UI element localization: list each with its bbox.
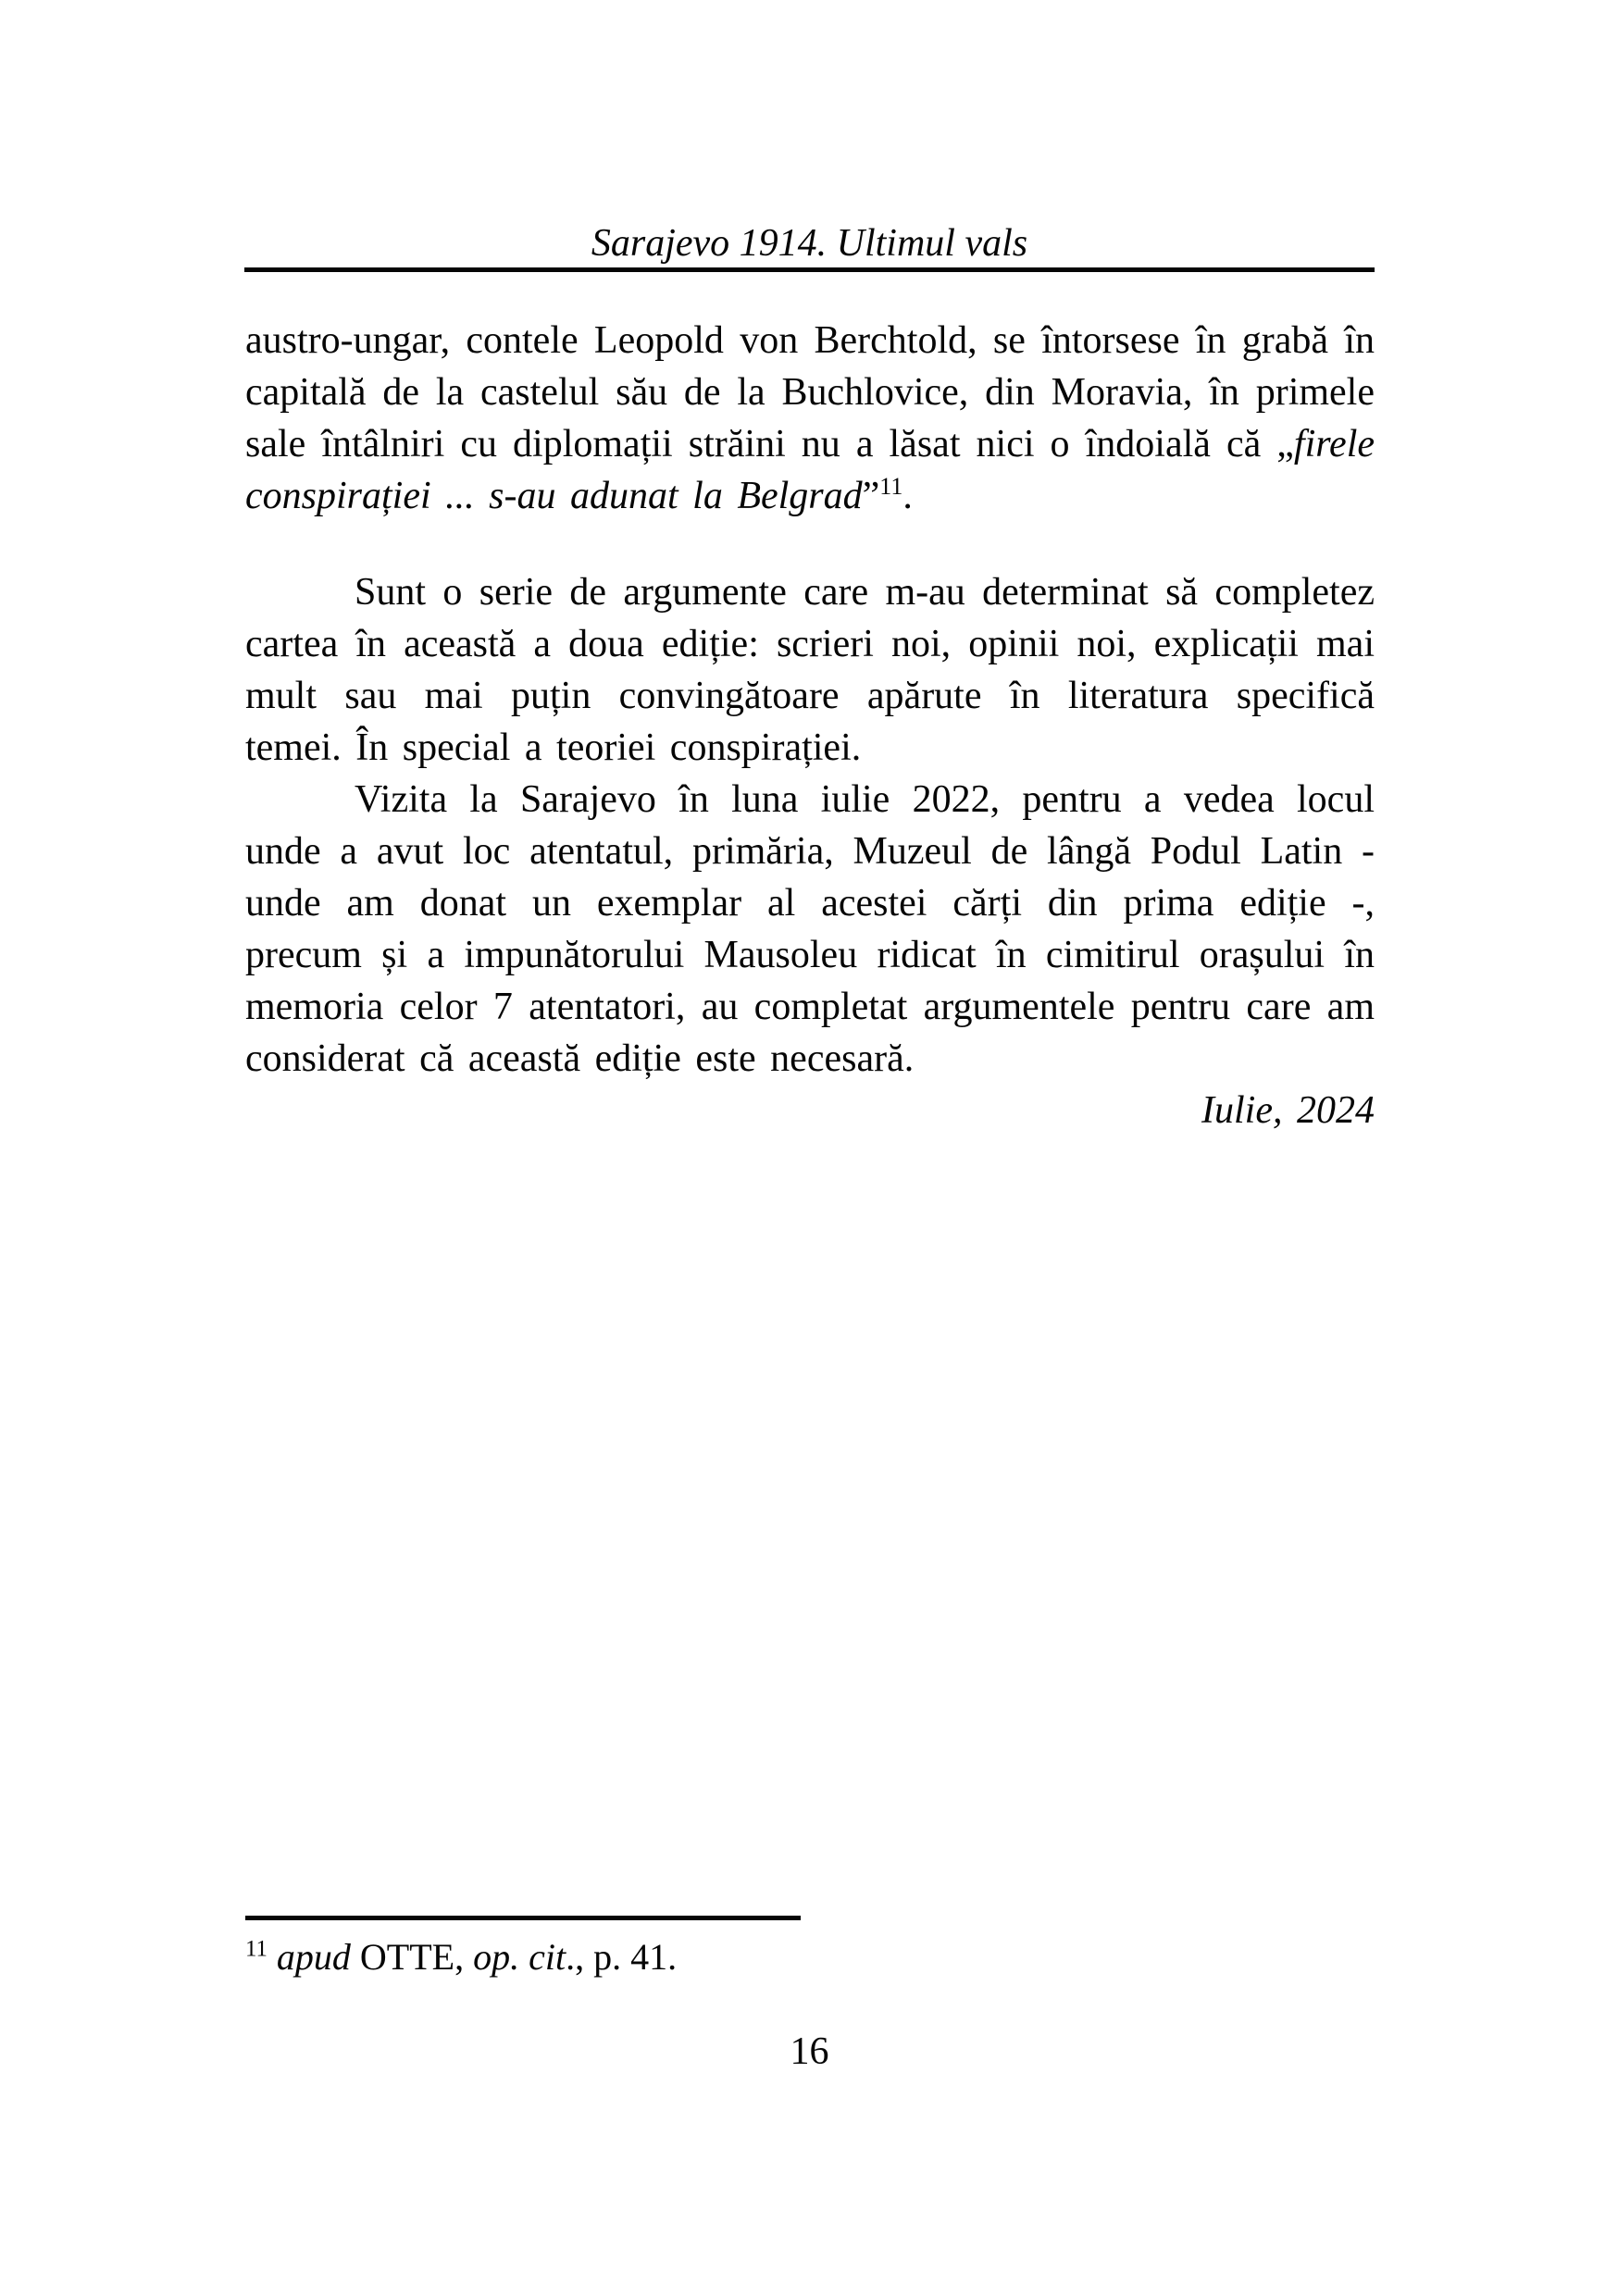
paragraph-1-close-quote: ” — [862, 475, 880, 517]
page-number: 16 — [790, 2030, 829, 2073]
footnote-apud-italic: apud — [276, 1936, 351, 1978]
footnote-text — [245, 1933, 1375, 1981]
footnote-opcit-italic: op. cit — [473, 1936, 566, 1978]
footnote-author: OTTE, — [350, 1936, 474, 1978]
paragraph-2: Sunt o serie de argumente care m-au determinat să completez cartea în această a doua ediție: scrieri noi, opinii noi, explicații mai mult sau mai puțin convingătoare apărute în literatura specifică temei. În special a teoriei conspirației. — [245, 571, 1375, 769]
footnote-separator-rule — [245, 1916, 801, 1920]
paragraph-1-period: . — [902, 475, 913, 517]
header-rule — [244, 267, 1375, 272]
paragraph-1 — [245, 315, 1375, 522]
running-header-title: Sarajevo 1914. Ultimul vals — [591, 222, 1028, 265]
date-line: Iulie, 2024 — [1201, 1089, 1375, 1132]
paragraph-1-quote-italic: firele conspirației ... s-au adunat la Belgrad — [245, 423, 1375, 517]
footnote-page-ref: ., p. 41. — [566, 1936, 678, 1978]
footnote — [245, 1916, 1375, 1981]
footnote-number: 11 — [245, 1936, 268, 1962]
footnote-reference-11: 11 — [879, 473, 903, 500]
paragraph-1-text: austro-ungar, contele Leopold von Berchtold, se întorsese în grabă în capitală de la castelul său de la Buchlovice, din Moravia, în primele sale întâlniri cu diplomații străini nu a lăsat nici o îndoială că „ — [245, 319, 1375, 465]
page-body — [245, 315, 1375, 1136]
paragraph-3: Vizita la Sarajevo în luna iulie 2022, pentru a vedea locul unde a avut loc atentatul, primăria, Muzeul de lângă Podul Latin - unde am donat un exemplar al acestei cărți din prima ediție -, precum și a impunătorului Mausoleu ridicat în cimitirul orașului în memoria celor 7 atentatori, au completat argumentele pentru care am considerat că această ediție este necesară. — [245, 778, 1375, 1080]
